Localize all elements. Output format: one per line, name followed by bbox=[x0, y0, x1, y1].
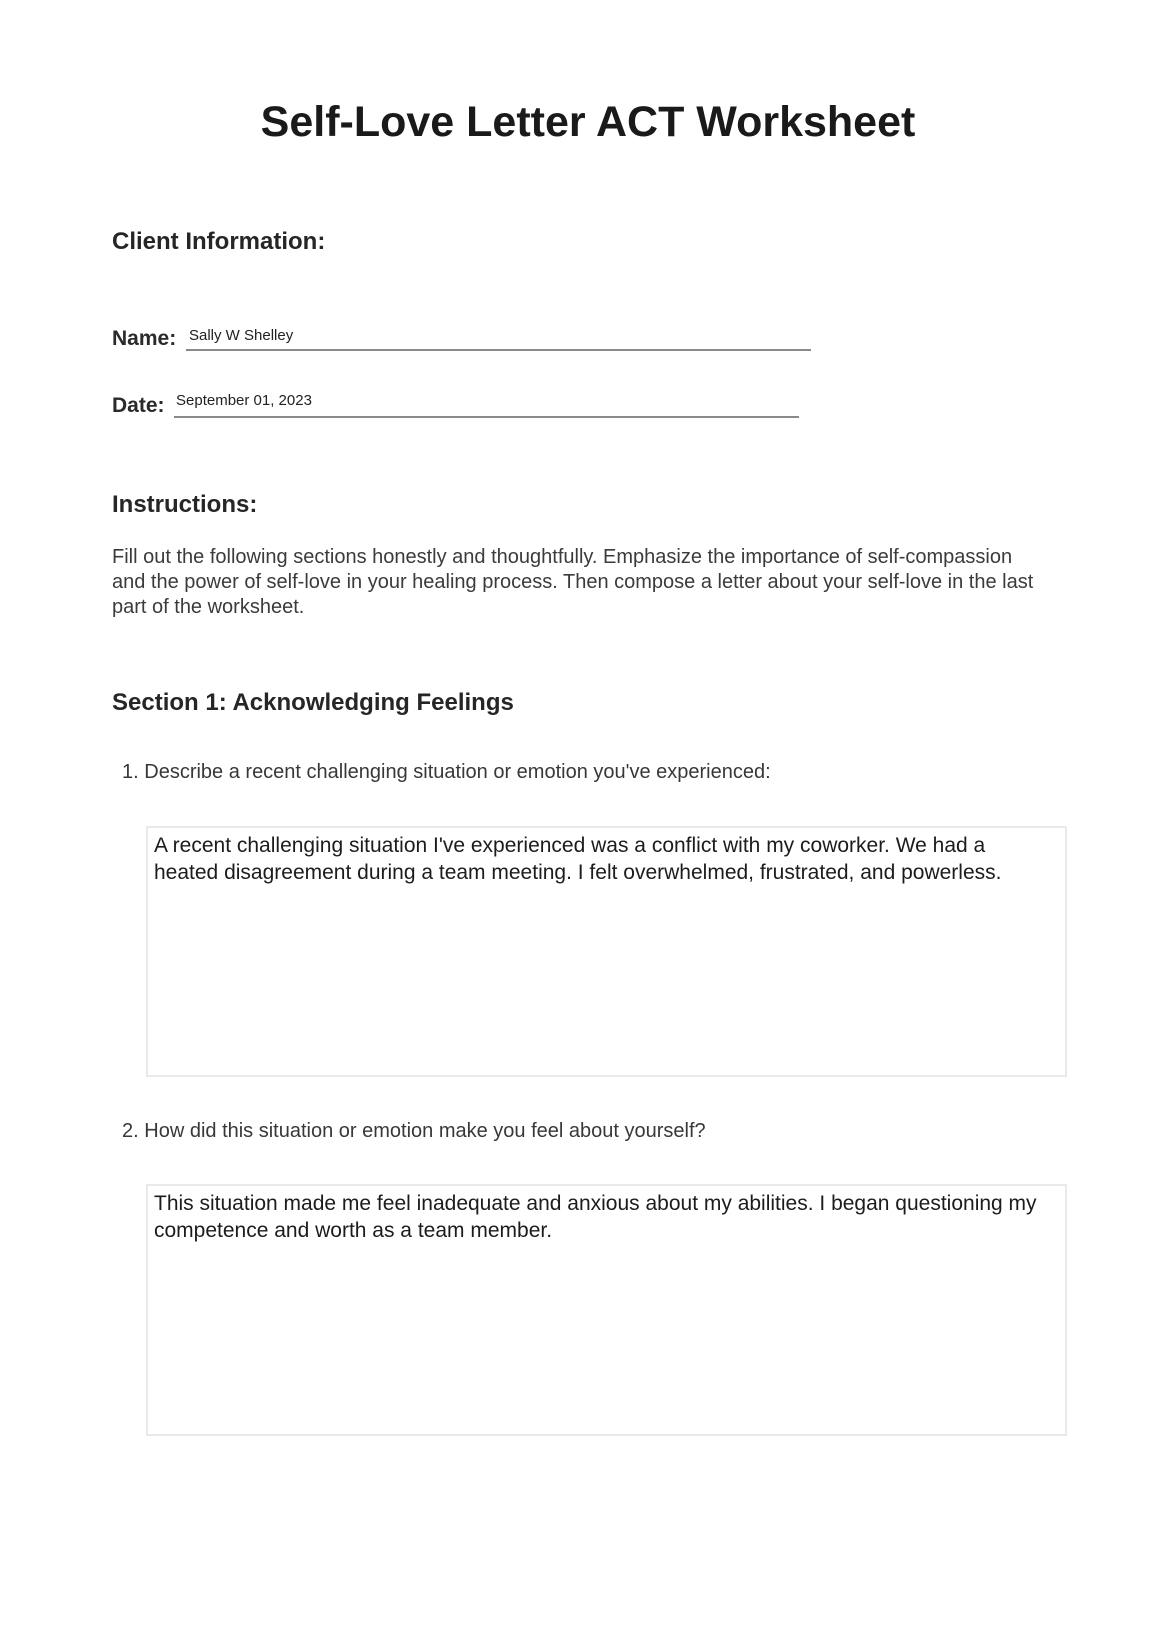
answer-1-text: A recent challenging situation I've experienced was a conflict with my coworker. We had a heated disagreement during a team meeting. I felt overwhelmed, frustrated, and powerless. bbox=[154, 834, 1002, 884]
section-1-heading: Section 1: Acknowledging Feelings bbox=[112, 689, 514, 716]
question-1 bbox=[122, 761, 771, 784]
question-1-prompt: Describe a recent challenging situation or emotion you've experienced: bbox=[144, 761, 771, 783]
instructions-heading: Instructions: bbox=[112, 491, 258, 518]
question-2 bbox=[122, 1120, 706, 1143]
instructions-text: Fill out the following sections honestly and thoughtfully. Emphasize the importance of self-compassion and the power of self-love in your healing process. Then compose a letter about your self-love in the last part of the worksheet. bbox=[112, 546, 1034, 618]
answer-1-box[interactable] bbox=[146, 826, 1067, 1077]
question-2-prompt: How did this situation or emotion make you feel about yourself? bbox=[144, 1120, 706, 1142]
client-information-heading: Client Information: bbox=[112, 228, 326, 255]
date-value: September 01, 2023 bbox=[176, 392, 312, 409]
date-underline bbox=[174, 416, 799, 418]
question-2-number: 2. bbox=[122, 1120, 139, 1142]
name-underline bbox=[186, 349, 811, 351]
question-1-number: 1. bbox=[122, 761, 139, 783]
name-value: Sally W Shelley bbox=[189, 327, 294, 344]
date-label: Date: bbox=[112, 394, 165, 417]
name-label: Name: bbox=[112, 327, 177, 350]
page-title: Self-Love Letter ACT Worksheet bbox=[260, 98, 916, 146]
answer-2-box[interactable] bbox=[146, 1184, 1067, 1436]
answer-2-text: This situation made me feel inadequate and anxious about my abilities. I began questioning my competence and worth as a team member. bbox=[154, 1192, 1037, 1242]
